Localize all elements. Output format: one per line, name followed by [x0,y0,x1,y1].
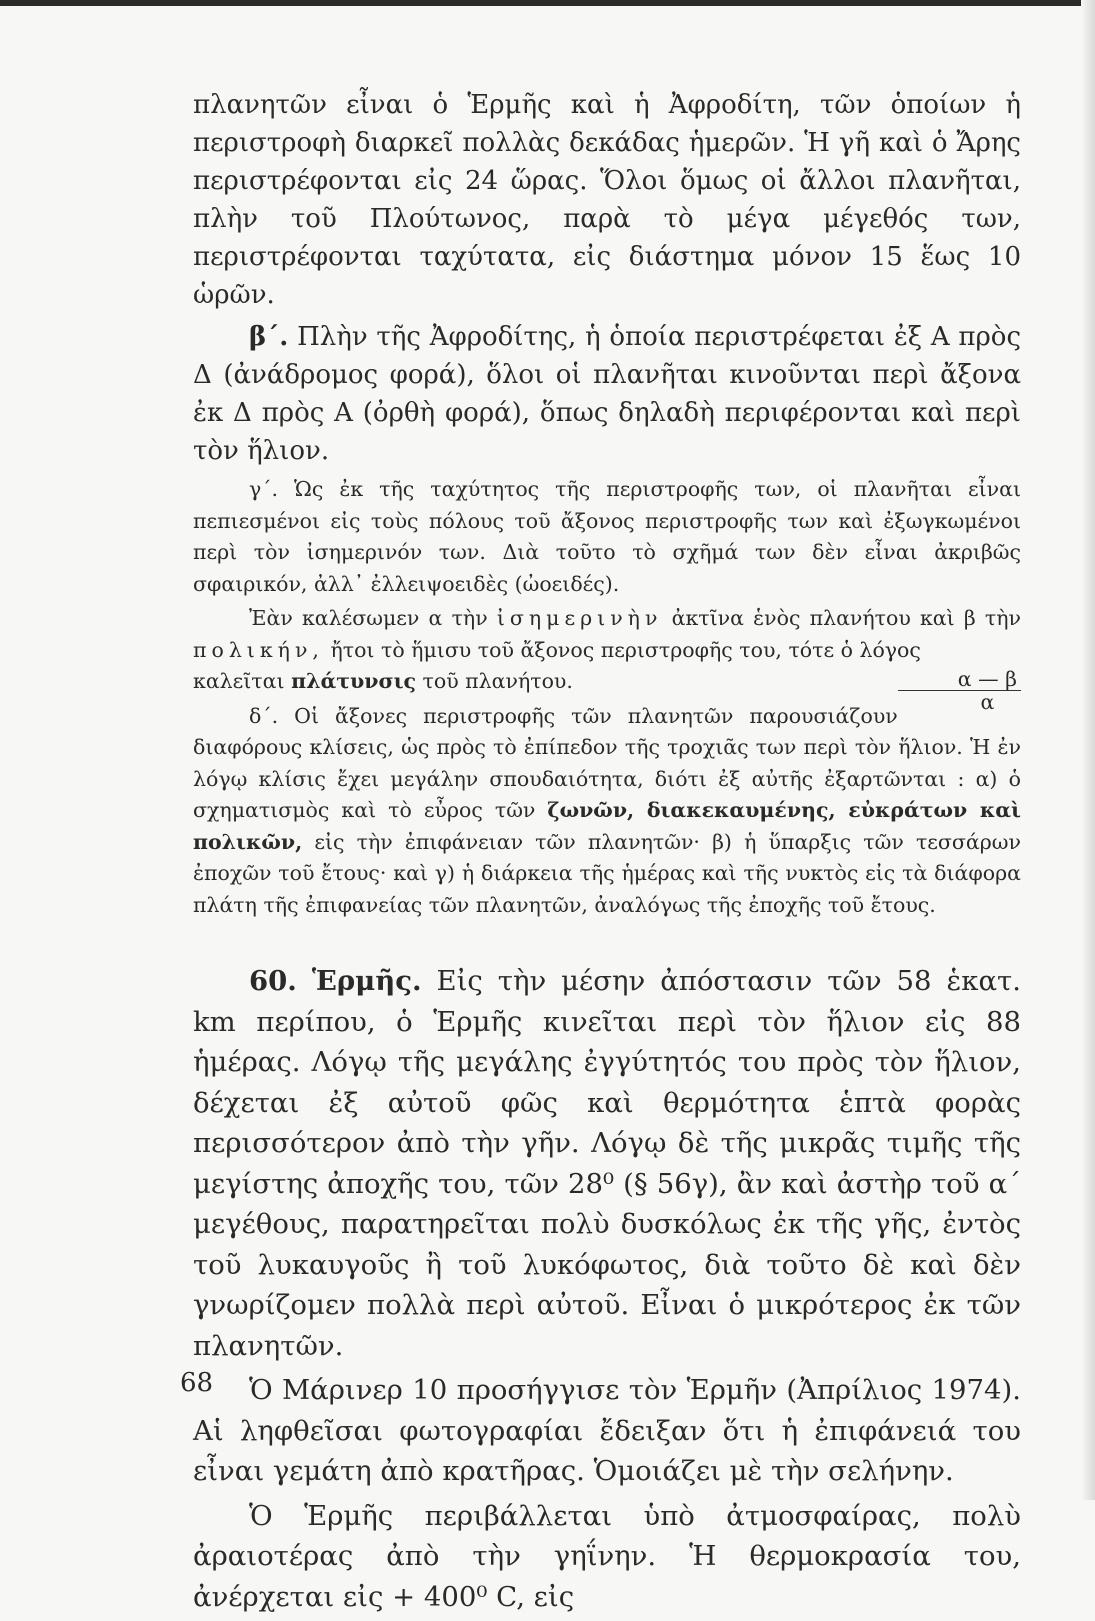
paragraph-mariner-10: Ὁ Μάρινερ 10 προσήγγισε τὸν Ἑρμῆν (Ἀπρίλιος 1974). Αἱ ληφθεῖσαι φωτογραφίαι ἔδειξαν ὅτι ἡ ἐπιφάνειά του εἶναι γεμάτη ἀπὸ κρατῆρας. Ὁμοιάζει μὲ τὴν σελήνην. [193,1374,1021,1487]
text-segment: τοῦ πλανήτου. [422,669,573,693]
spaced-term-equatorial: ἰσημερινὴν [496,606,663,630]
paragraph-mercury-orbit: Εἰς τὴν μέσην ἀπόστασιν τῶν 58 ἑκατ. km περίπου, ὁ Ἑρμῆς κινεῖται περὶ τὸν ἥλιον εἰς 88 ἡμέρας. Λόγῳ τῆς μεγάλης ἐγγύτητός του πρὸς τὸν ἥλιον, δέχεται ἐξ αὐτοῦ φῶς καὶ θερμότητα ἑπτὰ φορὰς περισσότερον ἀπὸ τὴν γῆν. Λόγῳ δὲ τῆς μικρᾶς τιμῆς τῆς μεγίστης ἀποχῆς του, τῶν 28⁰ (§ 56γ), ἂν καὶ ἀστὴρ τοῦ α΄ μεγέθους, παρατηρεῖται πολὺ δυσκόλως ἐκ τῆς γῆς, ἐντὸς τοῦ λυκαυγοῦς ἢ τοῦ λυκόφωτος, διὰ τοῦτο δὲ καὶ δὲν γνωρίζομεν πολλὰ περὶ αὐτοῦ. Εἶναι ὁ μικρότερος ἐκ τῶν πλανητῶν. [193,965,1021,1362]
spaced-term-polar: πολικήν, [193,637,324,662]
section-mercury [193,961,1021,1366]
text-segment: Ἐὰν καλέσωμεν α τὴν [249,606,488,630]
item-marker-c: γ΄. [249,477,279,501]
text-segment: καλεῖται [193,669,285,693]
item-marker-d: δ΄. [249,703,279,728]
fraction-numerator: α — β [898,668,1021,691]
section-title: Ἑρμῆς. [311,965,422,997]
scan-right-edge-shadow [1081,0,1095,1500]
paragraph-mercury-atmosphere: Ὁ Ἑρμῆς περιβάλλεται ὑπὸ ἀτμοσφαίρας, πολὺ ἀραιοτέρας ἀπὸ τὴν γηΐνην. Ἡ θερμοκρασία του, ἀνέρχεται εἰς + 400⁰ C, εἰς [193,1499,1021,1613]
paragraph-axial-tilt [193,701,1021,922]
text-segment: ἤτοι τὸ ἥμισυ τοῦ ἄξονος περιστροφῆς του, τότε ὁ λόγος [330,637,921,662]
paragraph-rotation-periods: πλανητῶν εἶναι ὁ Ἑρμῆς καὶ ἡ Ἀφροδίτη, τῶν ὁποίων ἡ περιστροφὴ διαρκεῖ πολλὰς δεκάδας ἡμερῶν. Ἡ γῆ καὶ ὁ Ἄρης περιστρέφονται εἰς 24 ὥρας. Ὅλοι ὅμως οἱ ἄλλοι πλανῆται, πλὴν τοῦ Πλούτωνος, παρὰ τὸ μέγα μέγεθός των, περιστρέφονται ταχύτατα, εἰς διάστημα μόνον 15 ἕως 10 ὡρῶν. [193,90,1021,310]
bold-term-flattening: πλάτυνσις [291,669,416,693]
paragraph-b-text: Πλὴν τῆς Ἀφροδίτης, ἡ ὁποία περιστρέφεται ἐξ Α πρὸς Δ (ἀνάδρομος φορά), ὅλοι οἱ πλανῆται κινοῦνται περὶ ἄξονα ἐκ Δ πρὸς Α (ὀρθὴ φορά), ὅπως δηλαδὴ περιφέρονται καὶ περὶ τὸν ἥλιον. [193,322,1022,466]
page-body [193,86,1021,1621]
paragraph-c-text: Ὡς ἐκ τῆς ταχύτητος τῆς περιστροφῆς των, οἱ πλανῆται εἶναι πεπιεσμένοι εἰς τοὺς πόλους τοῦ ἄξονος περιστροφῆς των καὶ ἐξωγκωμένοι περὶ τὸν ἰσημερινόν των. Διὰ τοῦτο τὸ σχῆμά των δὲν εἶναι ἀκριβῶς σφαιρικόν, ἀλλ᾽ ἐλλειψοειδὲς (ὠοειδές). [193,477,1021,596]
paragraph-oblateness [193,474,1021,600]
text-segment: ἀκτῖνα ἑνὸς πλανήτου καὶ β τὴν [671,606,1021,630]
text-segment: εἰς τὴν ἐπιφάνειαν τῶν πλανητῶν· β) ἡ ὕπαρξις τῶν τεσσάρων ἐποχῶν τοῦ ἔτους· καὶ γ) ἡ διάρκεια τῆς ἡμέρας καὶ τῆς νυκτὸς εἰς τὰ διάφορα πλάτη τῆς ἐπιφανείας τῶν πλανητῶν, ἀναλόγως τῆς ἐποχῆς τοῦ ἔτους. [193,829,1021,917]
page-number: 68 [180,1368,214,1398]
paragraph-flattening-definition [193,603,1021,714]
paragraph-rotation-direction [193,318,1021,470]
bold-term-zones: ζωνῶν, διακεκαυμένης, εὐκράτων καὶ πολικῶν, [193,798,1021,854]
item-marker-b: β΄. [249,322,289,352]
scan-top-border [0,0,1095,6]
fraction-denominator: α [980,690,995,714]
section-number: 60. [249,965,297,997]
small-print-block [193,474,1021,921]
flattening-fraction [898,668,1021,713]
text-segment: Οἱ ἄξονες περιστροφῆς τῶν πλανητῶν παρουσιάζουν διαφόρους κλίσεις, ὡς πρὸς τὸ ἐπίπεδον τῆς τροχιᾶς των περὶ τὸν ἥλιον. Ἡ ἐν λόγῳ κλίσις ἔχει μεγάλην σπουδαιότητα, διότι ἐξ αὐτῆς ἐξαρτῶνται : α) ὁ σχηματισμὸς καὶ τὸ εὖρος τῶν [193,703,1021,822]
